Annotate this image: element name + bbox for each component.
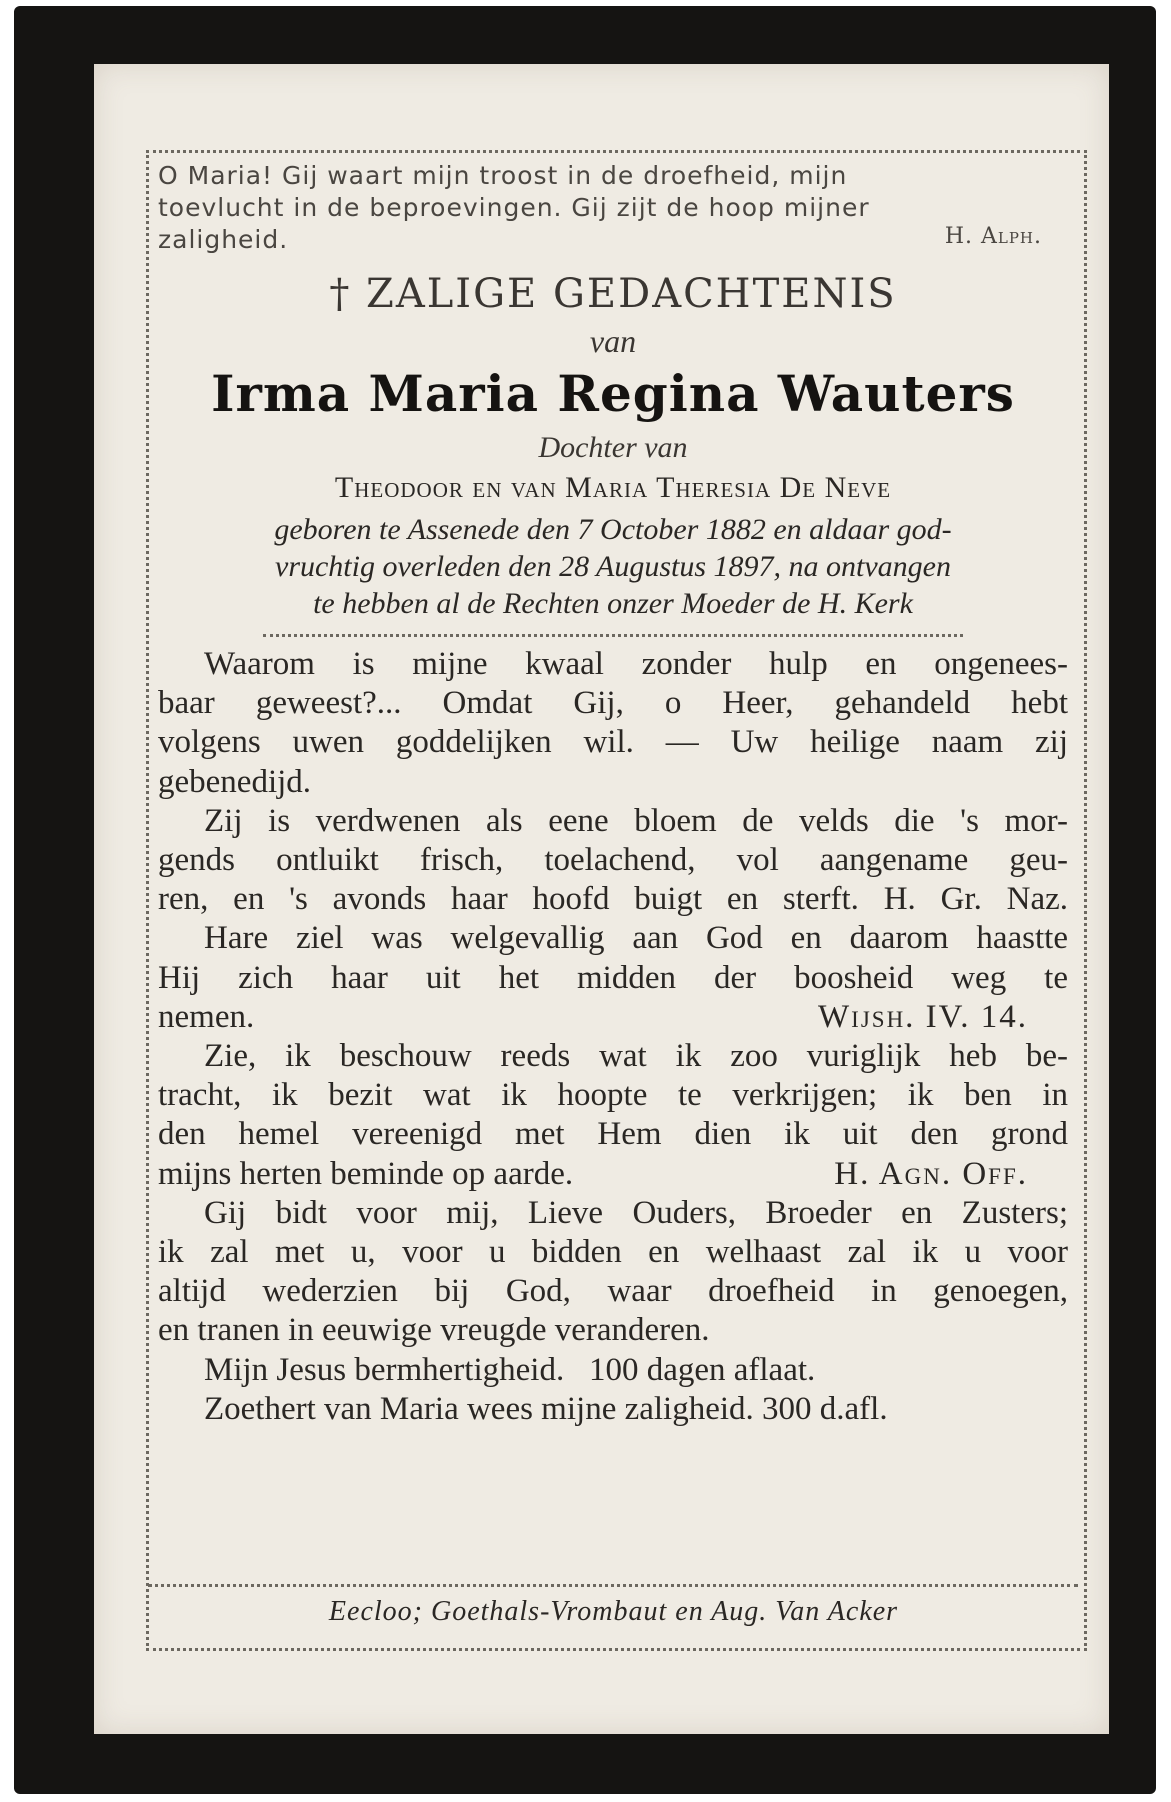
birth-line: te hebben al de Rechten onzer Moeder de H. Kerk	[313, 587, 913, 620]
memorial-heading: † ZALIGE GEDACHTENIS	[329, 271, 897, 317]
daughter-of-label: Dochter van	[538, 431, 688, 464]
paragraph-2	[158, 802, 1068, 920]
text-line: Gij bidt voor mij, Lieve Ouders, Broeder en Zusters;	[204, 1194, 1068, 1231]
birth-death-text	[158, 511, 1068, 622]
birth-line: geboren te Assenede den 7 October 1882 en aldaar god-	[274, 513, 952, 546]
deceased-name: Irma Maria Regina Wauters	[211, 364, 1015, 423]
paragraph-1	[158, 645, 1068, 802]
text-line: Zie, ik beschouw reeds wat ik zoo vuriglijk heb be-	[204, 1038, 1068, 1075]
prayer-text	[158, 645, 1068, 1429]
text-line: Mijn Jesus bermhertigheid. 100 dagen aflaat.	[204, 1351, 816, 1388]
mourning-card-border	[14, 6, 1156, 1794]
indulgence-2	[158, 1390, 1068, 1429]
birth-line: vruchtig overleden den 28 Augustus 1897, na ontvangen	[275, 550, 951, 583]
motto-attribution: H. Alph.	[944, 224, 1042, 249]
indulgence-1	[158, 1351, 1068, 1390]
paragraph-4	[158, 1037, 1068, 1194]
motto-line: toevlucht in de beproevingen. Gij zijt de hoop mijner	[158, 193, 870, 222]
motto-line: O Maria! Gij waart mijn troost in de droefheid, mijn	[158, 161, 848, 190]
text-line-with-attribution	[158, 1155, 1068, 1194]
text-line: ik zal met u, voor u bidden en welhaast zal ik u voor	[158, 1234, 1068, 1271]
text-line: volgens uwen goddelijken wil. — Uw heilige naam zij	[158, 724, 1068, 761]
motto-line: zaligheid.	[158, 225, 289, 254]
text-line: den hemel vereenigd met Hem dien ik uit den grond	[158, 1116, 1068, 1153]
text-line: gends ontluikt frisch, toelachend, vol aangename geu-	[158, 842, 1068, 879]
text-line: Waarom is mijne kwaal zonder hulp en ongenees-	[204, 646, 1068, 682]
text-line-with-attribution	[158, 998, 1068, 1037]
van-label: van	[589, 323, 637, 359]
parents-names: Theodoor en van Maria Theresia De Neve	[334, 471, 892, 504]
text-line: gebenedijd.	[158, 763, 312, 800]
printer-credit: Eecloo; Goethals-Vrombaut en Aug. Van Acker	[328, 1596, 899, 1627]
separator-dots	[263, 634, 963, 637]
wisdom-attribution: Wijsh. IV. 14.	[818, 998, 1028, 1035]
text-line: Zoethert van Maria wees mijne zaligheid. 300 d.afl.	[204, 1390, 888, 1427]
text-line: tracht, ik bezit wat ik hoopte te verkrijgen; ik ben in	[158, 1077, 1068, 1114]
agn-attribution: H. Agn. Off.	[834, 1155, 1028, 1192]
text-line: ren, en 's avonds haar hoofd buigt en sterft. H. Gr. Naz.	[158, 881, 1068, 918]
paragraph-5	[158, 1194, 1068, 1351]
paragraph-3	[158, 919, 1068, 1037]
memorial-card	[94, 64, 1109, 1734]
text-line: altijd wederzien bij God, waar droefheid in genoegen,	[158, 1273, 1068, 1310]
text-line: Hij zich haar uit het midden der boosheid weg te	[158, 959, 1068, 996]
text-fragment: mijns herten beminde op aarde.	[158, 1155, 574, 1192]
text-line: Hare ziel was welgevallig aan God en daarom haastte	[204, 920, 1068, 957]
text-line: baar geweest?... Omdat Gij, o Heer, gehandeld hebt	[158, 685, 1068, 722]
text-fragment: nemen.	[158, 998, 255, 1035]
text-line: en tranen in eeuwige vreugde veranderen.	[158, 1312, 710, 1349]
bottom-separator-dots	[148, 1584, 1078, 1587]
text-line: Zij is verdwenen als eene bloem de velds die 's mor-	[204, 802, 1068, 839]
card-text	[158, 160, 1068, 1429]
